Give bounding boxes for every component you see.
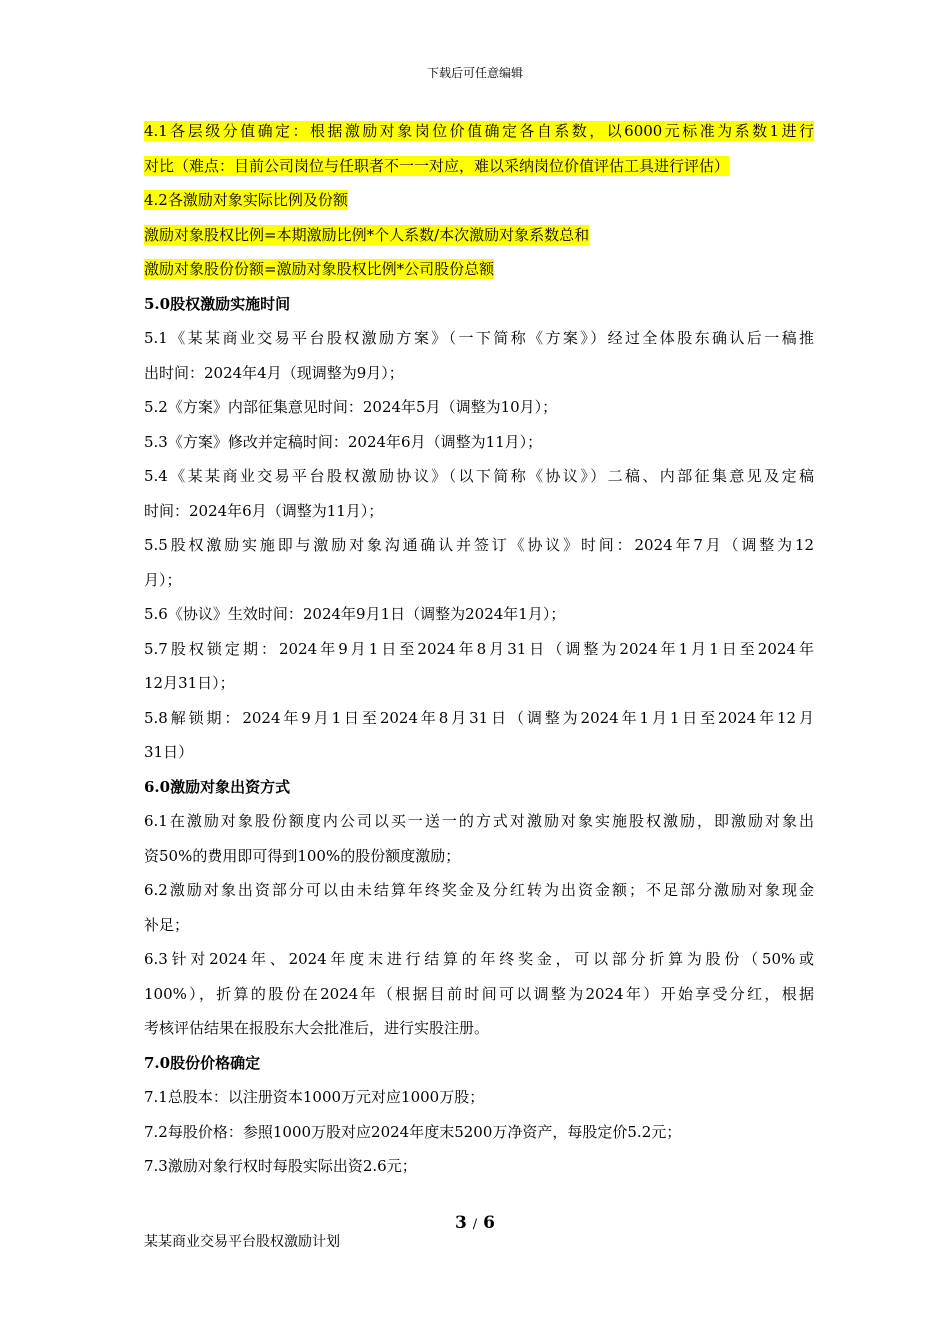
text-line [144, 804, 814, 839]
line-text: 5.3《方案》修改并定稿时间：2024年6月（调整为11月）； [144, 432, 543, 451]
section-heading [144, 770, 814, 805]
line-text: 5.7股权锁定期：2024年9月1日至2024年8月31日（调整为2024年1月1日至2024年 [144, 639, 814, 658]
line-text: 时间：2024年6月（调整为11月）； [144, 501, 384, 520]
page-total: 6 [483, 1213, 495, 1233]
line-text: 5.1《某某商业交易平台股权激励方案》（一下简称《方案》）经过全体股东确认后一稿推 [144, 329, 814, 347]
text-line [144, 1080, 814, 1115]
highlighted-text: 对比（难点：目前公司岗位与任职者不一一对应，难以采纳岗位价值评估工具进行评估） [144, 156, 730, 175]
text-line [144, 218, 814, 253]
text-line [144, 425, 814, 460]
line-text: 5.6《协议》生效时间：2024年9月1日（调整为2024年1月）； [144, 605, 566, 623]
text-line [144, 1115, 814, 1150]
text-line [144, 873, 814, 908]
text-line [144, 528, 814, 563]
text-line [144, 701, 814, 736]
line-text: 5.0股权激励实施时间 [144, 294, 291, 313]
text-line [144, 666, 814, 701]
text-line [144, 839, 814, 874]
line-text: 6.3针对2024年、2024年度末进行结算的年终奖金，可以部分折算为股份（50%或 [144, 950, 814, 968]
line-text: 100%），折算的股份在2024年（根据目前时间可以调整为2024年）开始享受分红，根据 [144, 984, 814, 1003]
section-heading [144, 1046, 814, 1081]
text-line [144, 114, 814, 149]
line-text: 7.3激励对象行权时每股实际出资2.6元； [144, 1157, 417, 1175]
page-current: 3 [455, 1213, 467, 1233]
line-text: 出时间：2024年4月（现调整为9月）； [144, 363, 404, 382]
text-line [144, 908, 814, 943]
text-line [144, 563, 814, 598]
text-line [144, 735, 814, 770]
line-text: 12月31日）； [144, 674, 235, 692]
line-text: 考核评估结果在报股东大会批准后，进行实股注册。 [144, 1019, 490, 1037]
line-text: 7.0股份价格确定 [144, 1053, 261, 1072]
highlighted-text: 激励对象股权比例=本期激励比例*个人系数/本次激励对象系数总和 [144, 225, 590, 244]
text-line [144, 321, 814, 356]
text-line [144, 1149, 814, 1184]
text-line [144, 977, 814, 1012]
text-line [144, 494, 814, 529]
line-text: 5.4《某某商业交易平台股权激励协议》（以下简称《协议》）二稿、内部征集意见及定稿 [144, 467, 814, 485]
text-line [144, 356, 814, 391]
line-text: 资50%的费用即可得到100%的股份额度激励； [144, 846, 461, 865]
line-text: 6.1在激励对象股份额度内公司以买一送一的方式对激励对象实施股权激励，即激励对象出 [144, 812, 814, 830]
text-line [144, 459, 814, 494]
page-footer: 某某商业交易平台股权激励计划 [144, 1234, 340, 1250]
text-line [144, 390, 814, 425]
highlighted-text: 4.2各激励对象实际比例及份额 [144, 191, 348, 209]
line-text: 31日） [144, 743, 194, 761]
page-header: 下载后可任意编辑 [426, 66, 523, 80]
text-line [144, 252, 814, 287]
document-body [144, 114, 814, 1184]
highlighted-text: 激励对象股份份额=激励对象股权比例*公司股份总额 [144, 260, 495, 278]
text-line [144, 183, 814, 218]
page-separator: / [472, 1217, 478, 1232]
section-heading [144, 287, 814, 322]
line-text: 6.0激励对象出资方式 [144, 777, 291, 796]
text-line [144, 942, 814, 977]
line-text: 7.1总股本：以注册资本1000万元对应1000万股； [144, 1088, 485, 1106]
line-text: 5.5股权激励实施即与激励对象沟通确认并签订《协议》时间：2024年7月（调整为12 [144, 536, 814, 554]
line-text: 6.2激励对象出资部分可以由未结算年终奖金及分红转为出资金额；不足部分激励对象现金 [144, 881, 814, 899]
text-line [144, 597, 814, 632]
line-text: 月）； [144, 570, 182, 589]
line-text: 补足； [144, 915, 190, 934]
text-line [144, 632, 814, 667]
page-number [0, 1213, 950, 1233]
line-text: 5.2《方案》内部征集意见时间：2024年5月（调整为10月）； [144, 398, 558, 416]
line-text: 7.2每股价格：参照1000万股对应2024年度末5200万净资产，每股定价5.2元； [144, 1122, 682, 1141]
text-line [144, 149, 814, 184]
text-line [144, 1011, 814, 1046]
highlighted-text: 4.1各层级分值确定：根据激励对象岗位价值确定各自系数，以6000元标准为系数1进行 [144, 122, 814, 140]
line-text: 5.8解锁期：2024年9月1日至2024年8月31日（调整为2024年1月1日至2024年12月 [144, 708, 814, 727]
